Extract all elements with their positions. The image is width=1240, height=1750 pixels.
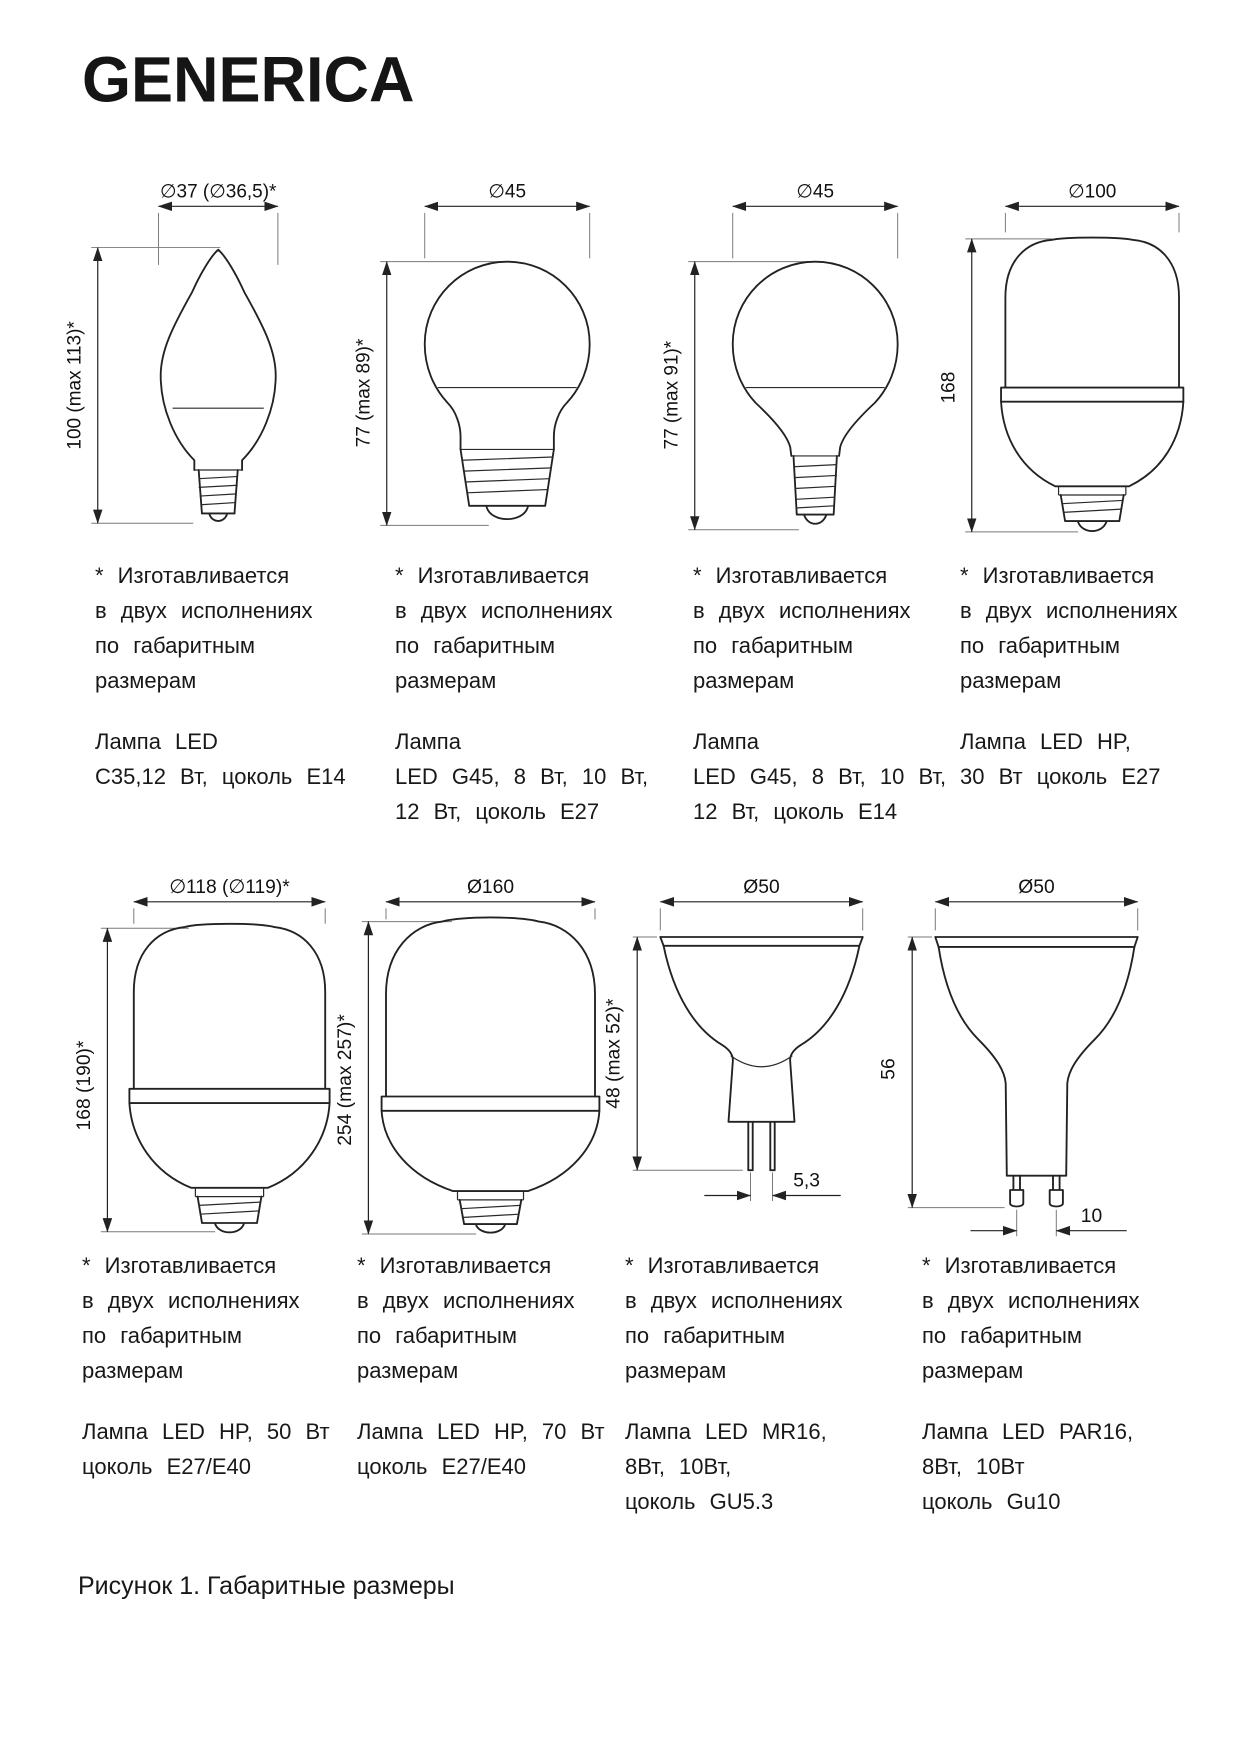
lamp-description — [82, 1414, 352, 1484]
note-line: * Изготавливается — [922, 1253, 1117, 1278]
base-contact — [487, 507, 528, 519]
figure-caption: Рисунок 1. Габаритные размеры — [78, 1572, 455, 1600]
lamp-par16-text — [922, 1248, 1192, 1519]
desc-line: Лампа LED HP, 50 Вт — [82, 1419, 330, 1444]
lamp-hp118-text — [82, 1248, 352, 1484]
pin-spacing-label: 10 — [1080, 1205, 1103, 1227]
height-label: 48 (max 52)* — [603, 998, 625, 1109]
height-label: 77 (max 91)* — [661, 340, 683, 450]
note — [357, 1248, 627, 1388]
screw-threads — [199, 477, 238, 505]
desc-line: 8Вт, 10Вт — [922, 1454, 1025, 1479]
lamp-c35-text — [95, 558, 365, 794]
note — [82, 1248, 352, 1388]
lamp-hp160-diagram — [320, 860, 617, 1245]
note-line: в двух исполнениях — [922, 1288, 1140, 1313]
desc-line: 12 Вт, цоколь E14 — [693, 799, 898, 824]
note-line: * Изготавливается — [357, 1253, 552, 1278]
lower-body — [1001, 402, 1183, 487]
note-line: по габаритным — [395, 633, 556, 658]
lamp-description — [960, 724, 1230, 794]
note — [625, 1248, 895, 1388]
bulb-outline — [161, 250, 276, 470]
bulb-outline — [386, 917, 595, 1096]
diameter-label: ∅100 — [1068, 181, 1117, 203]
lamp-description — [95, 724, 365, 794]
note — [693, 558, 963, 698]
note-line: в двух исполнениях — [95, 598, 313, 623]
note — [960, 558, 1230, 698]
lamp-description — [357, 1414, 627, 1484]
reflector-inner-arc — [731, 1056, 793, 1067]
note-line: по габаритным — [82, 1323, 243, 1348]
diameter-extension-lines — [159, 213, 278, 265]
note-line: размерам — [693, 668, 795, 693]
bulb-outline — [134, 924, 325, 1089]
note-line: по габаритным — [693, 633, 854, 658]
diameter-label: ∅118 (∅119)* — [169, 877, 290, 898]
desc-line: Лампа LED PAR16, — [922, 1419, 1134, 1444]
reflector-face — [935, 937, 1137, 947]
base-contact — [804, 516, 826, 524]
pin-spacing-label: 5,3 — [793, 1170, 820, 1192]
pin-extension-lines — [751, 1172, 773, 1201]
lamp-description — [395, 724, 665, 829]
height-extension-lines — [633, 937, 743, 1170]
note-line: в двух исполнениях — [395, 598, 613, 623]
base-contact — [1078, 522, 1106, 531]
gu10-pins — [1010, 1176, 1063, 1207]
reflector-body — [939, 947, 1135, 1176]
lower-body — [129, 1103, 329, 1188]
lamp-par16-diagram — [866, 860, 1163, 1245]
height-extension-lines — [101, 928, 215, 1232]
height-label: 56 — [878, 1058, 900, 1080]
lamp-g45-e27-text — [395, 558, 665, 829]
height-extension-lines — [908, 937, 1005, 1208]
screw-threads — [1062, 500, 1123, 512]
height-extension-lines — [965, 239, 1078, 532]
desc-line: Лампа LED — [95, 729, 218, 754]
screw-threads — [461, 1205, 520, 1217]
diameter-label: Ø160 — [466, 877, 515, 898]
desc-line: 12 Вт, цоколь E27 — [395, 799, 600, 824]
note-line: в двух исполнениях — [82, 1288, 300, 1313]
screw-threads — [199, 1202, 261, 1214]
height-label: 100 (max 113)* — [64, 321, 86, 450]
desc-line: цоколь GU5.3 — [625, 1489, 774, 1514]
diameter-label: ∅45 — [488, 181, 527, 203]
desc-line: 8Вт, 10Вт, — [625, 1454, 732, 1479]
note-line: размерам — [95, 668, 197, 693]
heatsink-band — [129, 1089, 329, 1103]
diameter-extension-lines — [425, 213, 590, 259]
desc-line: цоколь E27/E40 — [82, 1454, 252, 1479]
screw-base-sides — [198, 1197, 262, 1223]
base-contact — [215, 1224, 244, 1232]
gu53-pins — [748, 1122, 774, 1170]
diameter-extension-lines — [134, 908, 325, 923]
note-line: размерам — [82, 1358, 184, 1383]
diameter-extension-lines — [733, 213, 898, 259]
lamp-g45-e14-text — [693, 558, 963, 829]
note-line: * Изготавливается — [625, 1253, 820, 1278]
diameter-extension-lines — [935, 908, 1137, 930]
lamp-c35-diagram — [50, 165, 343, 545]
desc-line: цоколь Gu10 — [922, 1489, 1061, 1514]
note-line: по габаритным — [95, 633, 256, 658]
note-line: в двух исполнениях — [693, 598, 911, 623]
note-line: * Изготавливается — [960, 563, 1155, 588]
bulb-outline — [425, 262, 590, 450]
diameter-label: ∅37 (∅36,5)* — [159, 181, 277, 203]
lamp-g45-e14-diagram — [647, 165, 940, 545]
note-line: по габаритным — [625, 1323, 786, 1348]
desc-line: Лампа — [395, 729, 461, 754]
note-line: размерам — [395, 668, 497, 693]
height-extension-lines — [380, 262, 507, 526]
lamp-g45-e27-diagram — [339, 165, 632, 545]
desc-line: Лампа LED HP, — [960, 729, 1131, 754]
base-collar — [1059, 486, 1126, 495]
note-line: в двух исполнениях — [625, 1288, 843, 1313]
note-line: в двух исполнениях — [357, 1288, 575, 1313]
note-line: размерам — [960, 668, 1062, 693]
bulb-outline — [1005, 238, 1179, 388]
bulb-outline — [733, 262, 898, 456]
desc-line: Лампа — [693, 729, 759, 754]
base-collar — [195, 1188, 263, 1197]
brand-logo: GENERICA — [82, 44, 415, 116]
lamp-hp100-diagram — [924, 165, 1217, 545]
height-extension-lines — [362, 922, 476, 1234]
desc-line: цоколь E27/E40 — [357, 1454, 527, 1479]
height-extension-lines — [91, 248, 220, 524]
note-line: размерам — [357, 1358, 459, 1383]
base-contact — [476, 1225, 505, 1232]
base-collar — [458, 1191, 524, 1200]
lamp-mr16-text — [625, 1248, 895, 1519]
lamp-mr16-diagram — [591, 860, 888, 1245]
diameter-label: ∅45 — [796, 181, 835, 203]
desc-line: LED G45, 8 Вт, 10 Вт, — [395, 764, 649, 789]
lower-body — [382, 1111, 600, 1191]
note-line: * Изготавливается — [693, 563, 888, 588]
desc-line: Лампа LED HP, 70 Вт — [357, 1419, 605, 1444]
heatsink-band — [1001, 388, 1183, 402]
note-line: по габаритным — [357, 1323, 518, 1348]
height-label: 168 — [938, 371, 960, 404]
base-contact — [202, 513, 235, 521]
lamp-hp160-text — [357, 1248, 627, 1484]
height-label: 77 (max 89)* — [353, 338, 375, 448]
diameter-label: Ø50 — [1018, 877, 1055, 898]
lamp-hp118-diagram — [59, 860, 356, 1245]
lamp-description — [922, 1414, 1192, 1519]
screw-base-sides — [1061, 495, 1124, 521]
note-line: * Изготавливается — [82, 1253, 277, 1278]
desc-line: Лампа LED MR16, — [625, 1419, 827, 1444]
height-label: 254 (max 257)* — [334, 1014, 356, 1146]
diameter-label: Ø50 — [743, 877, 780, 898]
diameter-extension-lines — [1005, 213, 1179, 233]
screw-threads — [794, 465, 837, 508]
desc-line: C35,12 Вт, цоколь E14 — [95, 764, 346, 789]
lamp-hp100-text — [960, 558, 1230, 794]
lamp-description — [693, 724, 963, 829]
note-line: * Изготавливается — [95, 563, 290, 588]
lamp-description — [625, 1414, 895, 1519]
note-line: * Изготавливается — [395, 563, 590, 588]
height-label: 168 (190)* — [73, 1040, 95, 1131]
note — [922, 1248, 1192, 1388]
note-line: размерам — [625, 1358, 727, 1383]
reflector-face — [660, 937, 862, 946]
note-line: по габаритным — [960, 633, 1121, 658]
desc-line: LED G45, 8 Вт, 10 Вт, — [693, 764, 947, 789]
note-line: по габаритным — [922, 1323, 1083, 1348]
note-line: размерам — [922, 1358, 1024, 1383]
screw-threads — [462, 457, 553, 493]
pin-extension-lines — [1017, 1210, 1057, 1236]
desc-line: 30 Вт цоколь E27 — [960, 764, 1161, 789]
diameter-extension-lines — [660, 908, 862, 930]
note — [95, 558, 365, 698]
note-line: в двух исполнениях — [960, 598, 1178, 623]
reflector-body — [664, 946, 860, 1122]
heatsink-band — [382, 1097, 600, 1111]
note — [395, 558, 665, 698]
screw-base-sides — [460, 1200, 522, 1224]
